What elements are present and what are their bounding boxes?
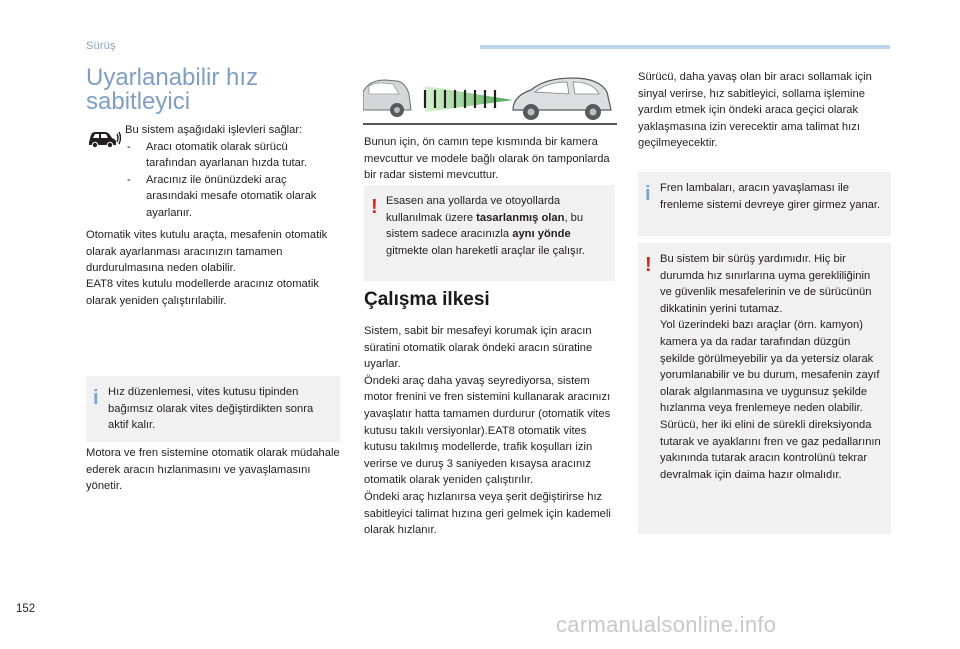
intro-list (125, 139, 340, 222)
intro-block (125, 122, 340, 222)
intro-list-item: - Aracı otomatik olarak sürücü tarafından ayarlanan hızda tutar. (125, 139, 340, 172)
camera-radar-text: Bunun için, ön camın tepe kısmında bir kamera mevcuttur ve modele bağlı olarak ön tamponlarda bir radar sistemi mevcuttur. (364, 136, 610, 182)
principle-paragraph: Öndeki araç daha yavaş seyrediyorsa, sistem motor frenini ve fren sistemini kullanarak aracınızı yavaşlatır hatta tamamen durdurur (otomatik vites kutusu takılı versiyonlar).EAT8 otomatik vites kutusu takılmış modellerde, trafik koşulları izin verirse ve duruş 3 saniyeden kısaysa aracınız otomatik olarak yeniden çalıştırılır. (364, 374, 611, 487)
para-engine-brake: Motora ve fren sistemine otomatik olarak müdahale ederek aracın hızlanmasını ve yavaşlamasını yönetir. (86, 447, 340, 493)
para-eat8-restart: EAT8 vites kutulu modellerde aracınız otomatik olarak yeniden çalıştırılabilir. (86, 278, 319, 307)
warning-icon: ! (645, 254, 652, 276)
warning-note-right (638, 243, 891, 534)
warning-text-part: Esasen ana yollarda ve otoyollarda kullanılmak üzere (386, 195, 561, 224)
warning-paragraph: Sürücü, her iki elini de sürekli direksiyonda tutarak ve ayaklarını fren ve gaz pedallarının yakınında tutarak aracın kontrolünü tekrar devralmak için daima hazır olmalıdır. (660, 418, 881, 481)
cruise-control-car-icon (86, 124, 122, 152)
intro-list-item: - Aracınız ile önünüzdeki araç arasındaki mesafe otomatik olarak ayarlanır. (125, 172, 340, 222)
warning-note-text (386, 193, 607, 259)
info-icon: i (645, 183, 651, 205)
section-heading: Çalışma ilkesi (364, 289, 490, 310)
para-auto-stop: Otomatik vites kutulu araçta, mesafenin otomatik olarak ayarlanması aracınızın tamamen durdurulmasına neden olabilir. (86, 229, 328, 275)
warning-text-bold: aynı yönde (512, 228, 571, 241)
warning-icon: ! (371, 196, 378, 218)
watermark: carmanualsonline.info (556, 612, 777, 637)
info-note-right (638, 172, 891, 236)
warning-paragraph: Bu sistem bir sürüş yardımıdır. Hiç bir durumda hız sınırlarına uyma gerekliliğinin ve güvenlik mesafelerinin ve de sürücünün dikkatinin yerini tutamaz. (660, 253, 872, 315)
section-label: Sürüş (86, 40, 116, 52)
overtaking-text: Sürücü, daha yavaş olan bir aracı sollamak için sinyal verirse, hız sabitleyici, sollama işlemine yardım etmek için öndeki araca geçici olarak yaklaşmasına izin verecektir ama talimat hızı geçilmeyecektir. (638, 71, 872, 150)
warning-text-part: gitmekte olan hareketli araçlar ile çalışır. (386, 244, 585, 257)
warning-paragraph: Yol üzerindeki bazı araçlar (örn. kamyon) kamera ya da radar tarafından düzgün şekilde görülmeyebilir ya da yetersiz olarak yorumlanabilir ve bu durum, mesafenin zayıf olarak algılanmasına ve uygunsuz şekilde hızlanma veya frenlemeye neden olabilir. (660, 319, 880, 415)
principle-text (364, 323, 616, 539)
info-icon: i (93, 387, 99, 409)
page-title: Uyarlanabilir hız sabitleyici (86, 64, 259, 115)
principle-paragraph: Sistem, sabit bir mesafeyi korumak için aracın süratini otomatik olarak öndeki aracın süratine uyarlar. (364, 325, 593, 371)
radar-distance-diagram (363, 72, 617, 128)
intro-lead: Bu sistem aşağıdaki işlevleri sağlar: (125, 124, 303, 136)
warning-note-text (660, 251, 883, 483)
principle-paragraph: Öndeki araç hızlanırsa veya şerit değiştirirse hız sabitleyici talimat hızına geri gelmek için kademeli olarak hızlanır. (364, 490, 611, 537)
info-note-left (86, 376, 340, 442)
warning-text-part: , bu sistem sadece aracınızla (386, 211, 584, 241)
info-note-text: Hız düzenlemesi, vites kutusu tipinden bağımsız olarak vites değiştirdikten sonra aktif kalır. (108, 386, 314, 432)
warning-note-middle (364, 185, 615, 281)
warning-text-bold: tasarlanmış olan (476, 211, 565, 224)
page-number: 152 (16, 603, 36, 615)
info-note-text: Fren lambaları, aracın yavaşlaması ile frenleme sistemi devreye girer girmez yanar. (660, 182, 881, 211)
header-rule (480, 45, 890, 49)
